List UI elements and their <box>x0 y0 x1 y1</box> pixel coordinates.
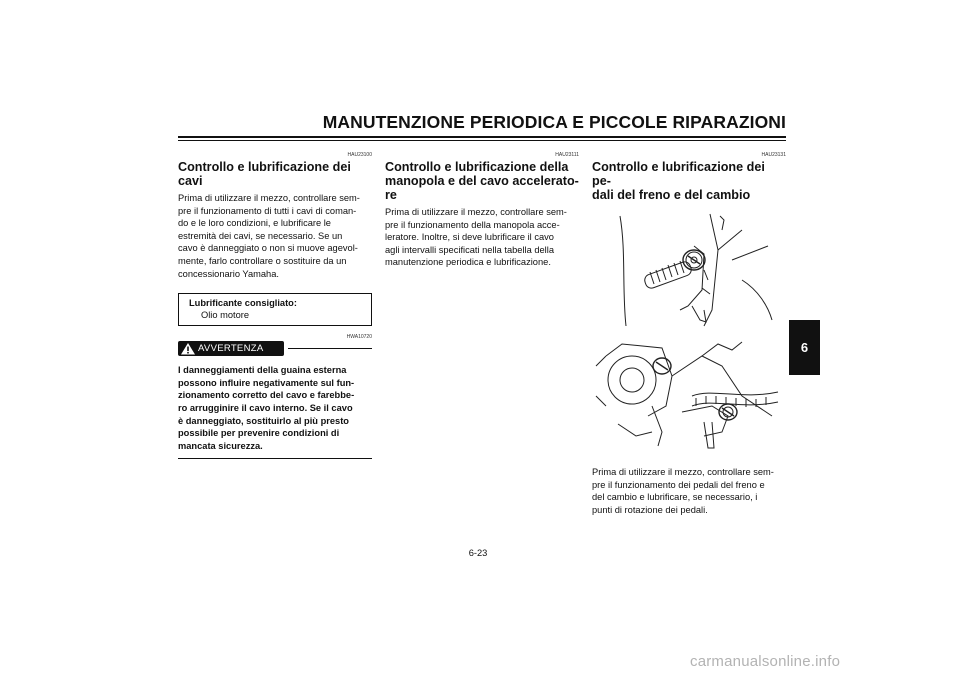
section-pedals <box>592 152 786 516</box>
lubricant-box <box>178 293 372 326</box>
brake-pedal-illustration <box>592 336 786 458</box>
header-rule-thin <box>178 140 786 141</box>
header-rule-thick <box>178 136 786 138</box>
page-number: 6-23 <box>468 548 488 558</box>
page-title: MANUTENZIONE PERIODICA E PICCOLE RIPARAZIONI <box>322 112 786 132</box>
warning-code: HWA10720 <box>346 334 372 341</box>
section-body: Prima di utilizzare il mezzo, controllare sem- pre il funzionamento dei pedali del freno e del cambio e lubrificare, se necessario, i punti di rotazione dei pedali. <box>592 467 774 515</box>
section-heading: Controllo e lubrificazione dei pe- dali del freno e del cambio <box>592 160 765 202</box>
section-cables <box>178 152 372 459</box>
warning-header <box>178 341 372 356</box>
warning-badge <box>178 341 284 356</box>
section-code: HAU23131 <box>761 152 786 158</box>
watermark[interactable]: carmanualsonline.info <box>690 653 841 670</box>
section-heading: Controllo e lubrificazione dei cavi <box>178 160 351 188</box>
warning-header-rule <box>288 348 372 349</box>
section-heading: Controllo e lubrificazione della manopola e del cavo accelerato- re <box>385 160 579 202</box>
lubricant-value: Olio motore <box>201 310 250 321</box>
warning-bottom-rule <box>178 458 372 459</box>
warning-text: I danneggiamenti della guaina esterna possono influire negativamente sul fun- zionamento corretto del cavo e farebbe- ro arrugginire il cavo interno. Se il cavo è danneggiato, sostituirlo al più presto possibile per prevenire condizioni di mancata sicurezza. <box>178 365 355 451</box>
warning-label: AVVERTENZA <box>198 343 264 355</box>
section-code: HAU23100 <box>347 152 372 158</box>
lubricant-title: Lubrificante consigliato: <box>189 298 297 309</box>
chapter-tab[interactable]: 6 <box>789 320 820 375</box>
section-code: HAU23111 <box>555 152 579 158</box>
section-body: Prima di utilizzare il mezzo, controllare sem- pre il funzionamento di tutti i cavi di coman- do e le loro condizioni, e lubrificare le estremità dei cavi, se necessario. Se un cavo è danneggiato o non si muove agevol- mente, farlo controllare o sostituire da un concessionario Yamaha. <box>178 193 360 279</box>
shift-pedal-illustration <box>592 210 786 328</box>
warning-triangle-icon <box>178 341 198 356</box>
section-throttle <box>385 152 579 269</box>
section-body: Prima di utilizzare il mezzo, controllare sem- pre il funzionamento della manopola acce- leratore. Inoltre, si deve lubrificare il cavo agli intervalli specificati nella tabella della manutenzione periodica e lubrificazione. <box>385 207 567 268</box>
